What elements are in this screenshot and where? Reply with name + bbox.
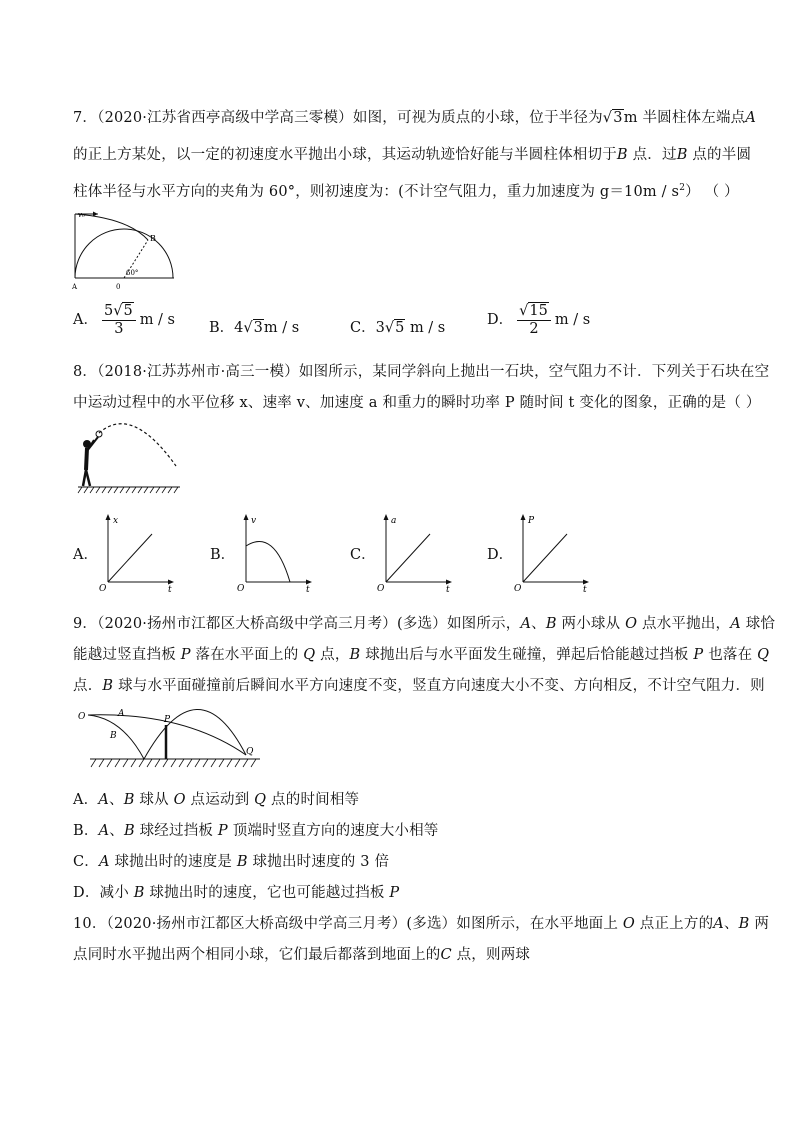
q10-text-line-2: 点同时水平抛出两个相同小球，它们最后都落到地面上的C 点，则两球 (73, 947, 531, 963)
q8-option-c-label: C． (350, 547, 376, 563)
q9-option-c: C．A 球抛出时的速度是 B 球抛出时速度的 3 倍 (73, 854, 390, 870)
sqrt-symbol: √ (602, 110, 613, 126)
q7-option-d: D． $\frac{√15}{2}$ m / s (487, 303, 591, 337)
q7-semicircle-figure (68, 205, 180, 291)
q8-option-a-label: A． (73, 547, 98, 563)
q8-graph-d (511, 510, 593, 592)
svg-text:v: v (251, 516, 257, 526)
q7-option-b: B．4√3m / s (209, 320, 300, 336)
svg-text:A: A (118, 709, 125, 719)
svg-text:O: O (99, 584, 107, 592)
q8-text-line-1: 8．（2018·江苏苏州市·高三一模）如图所示，某同学斜向上抛出一石块，空气阻力不计．下列关于石块在空 (73, 364, 770, 380)
svg-text:O: O (78, 712, 86, 722)
svg-text:Q: Q (246, 747, 254, 757)
svg-text:v₀: v₀ (78, 211, 85, 219)
svg-text:60°: 60° (126, 269, 139, 277)
q8-text-line-2: 中运动过程中的水平位移 x、速率 v、加速度 a 和重力的瞬时功率 P 随时间 t 变化的图象，正确的是（ ） (73, 395, 761, 411)
svg-text:B: B (150, 234, 156, 243)
svg-text:O: O (514, 584, 522, 592)
q7-option-c: C．3√5 m / s (350, 320, 446, 336)
graph-a-line (108, 534, 152, 582)
q8-graph-a (96, 510, 178, 592)
q7-option-a: A． $\frac{5√5}{3}$ m / s (73, 303, 175, 337)
q7-text-line-1: 7．（2020·江苏省西亭高级中学高三零模）如图，可视为质点的小球，位于半径为√3m 半圆柱体左端点A (73, 110, 757, 126)
svg-text:P: P (528, 516, 535, 526)
svg-text:A: A (72, 283, 78, 291)
svg-text:t: t (446, 585, 450, 592)
svg-text:t: t (306, 585, 310, 592)
stone (96, 431, 102, 437)
svg-text:0: 0 (116, 283, 121, 291)
q9-option-a: A．A、B 球从 O 点运动到 Q 点的时间相等 (73, 792, 360, 808)
q8-option-b-label: B． (210, 547, 236, 563)
q7-text-line-2: 的正上方某处，以一定的初速度水平抛出小球，其运动轨迹恰好能与半圆柱体相切于B 点．过B 点的半圆 (73, 147, 752, 163)
q9-text-line-1: 9．（2020·扬州市江都区大桥高级中学高三月考）(多选）如图所示，A、B 两小球从 O 点水平抛出，A 球恰 (73, 616, 776, 632)
q7-text-line-3: 柱体半径与水平方向的夹角为 60°，则初速度为：(不计空气阻力，重力加速度为 $g=10m / s^2$） （ ） (73, 183, 739, 200)
svg-text:B: B (110, 731, 117, 741)
q9-option-b: B．A、B 球经过挡板 P 顶端时竖直方向的速度大小相等 (73, 823, 439, 839)
q10-text-line-1: 10．（2020·扬州市江都区大桥高级中学高三月考）(多选）如图所示，在水平地面上 O 点正上方的A、B 两 (73, 916, 770, 932)
q9-text-line-2: 能越过竖直挡板 P 落在水平面上的 Q 点，B 球抛出后与水平面发生碰撞，弹起后恰能越过挡板 P 也落在 Q (73, 647, 770, 663)
graph-c-line (386, 534, 430, 582)
trajectory-b-2 (144, 709, 246, 759)
q8-graph-b (234, 510, 316, 592)
svg-text:P: P (164, 715, 171, 725)
svg-text:t: t (168, 585, 172, 592)
q9-barrier-figure (74, 702, 264, 772)
svg-text:t: t (583, 585, 587, 592)
graph-b-curve (246, 542, 290, 583)
svg-text:x: x (113, 516, 119, 526)
q8-option-d-label: D． (487, 547, 514, 563)
semicircle (75, 229, 173, 278)
svg-text:O: O (237, 584, 245, 592)
graph-d-line (523, 534, 567, 582)
q9-text-line-3: 点．B 球与水平面碰撞前后瞬间水平方向速度不变，竖直方向速度大小不变、方向相反，不计空气阻力．则 (73, 678, 765, 694)
q9-option-d: D．减小 B 球抛出时的速度，它也可能越过挡板 P (73, 885, 400, 901)
q8-thrower-figure (72, 418, 184, 496)
stone-trajectory (99, 424, 176, 466)
svg-text:O: O (377, 584, 385, 592)
q8-graph-c (374, 510, 456, 592)
trajectory (75, 214, 148, 240)
svg-text:a: a (391, 516, 397, 526)
